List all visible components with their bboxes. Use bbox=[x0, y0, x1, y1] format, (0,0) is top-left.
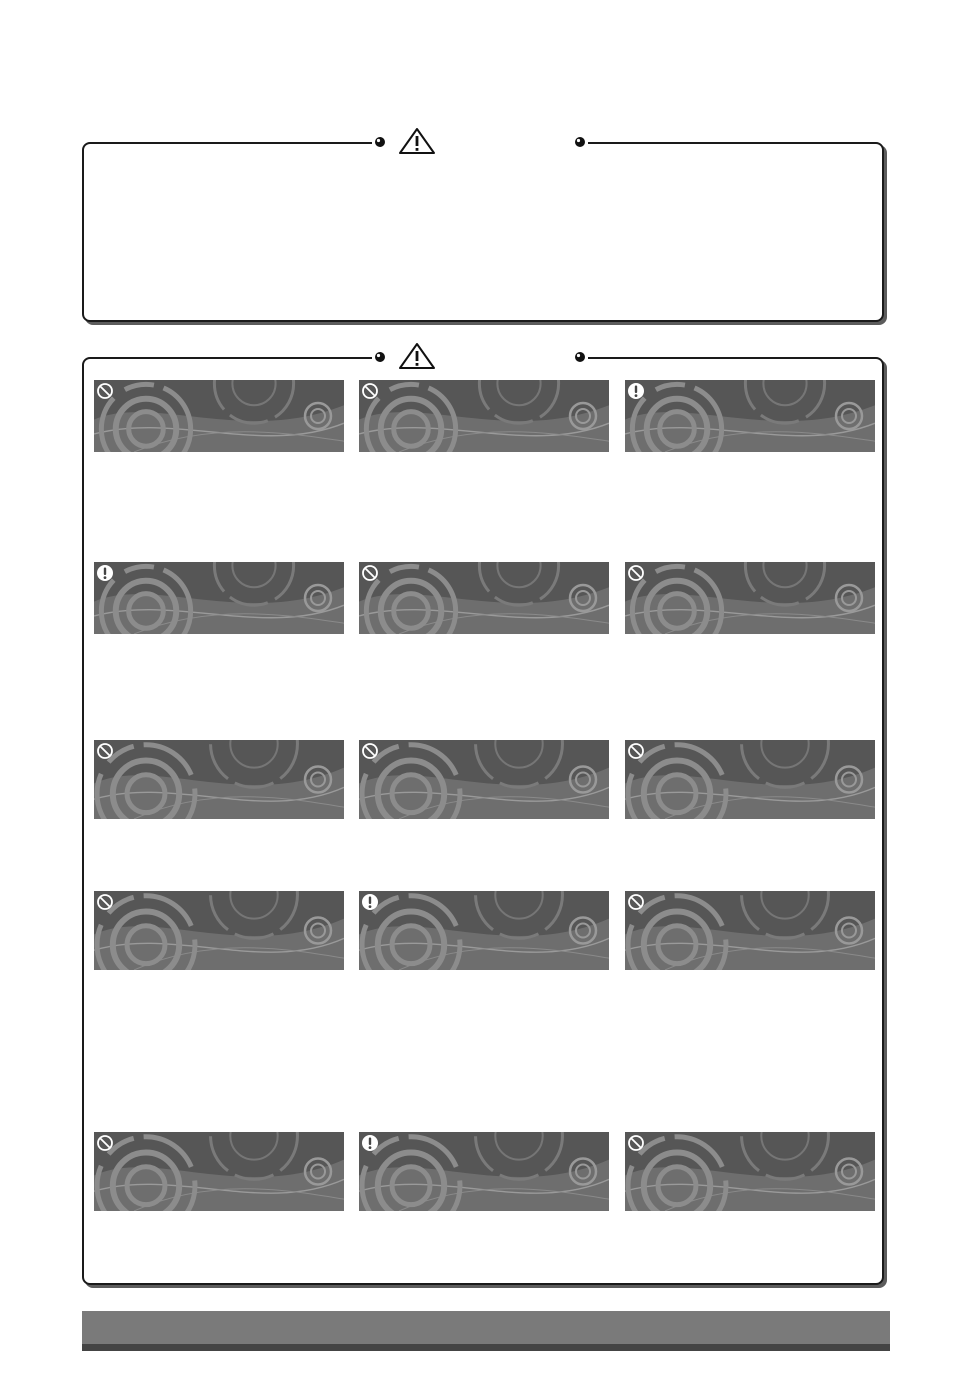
prohibition-icon bbox=[96, 893, 114, 911]
prohibition-icon bbox=[361, 742, 379, 760]
hazard-panel bbox=[94, 562, 344, 634]
hazard-panel bbox=[625, 562, 875, 634]
hazard-panel bbox=[359, 1132, 609, 1211]
hazard-panel bbox=[94, 740, 344, 819]
prohibition-icon bbox=[627, 564, 645, 582]
prohibition-icon bbox=[627, 893, 645, 911]
hazard-panel bbox=[94, 1132, 344, 1211]
footer-bar bbox=[82, 1311, 890, 1351]
hazard-panel bbox=[359, 562, 609, 634]
prohibition-icon bbox=[627, 1134, 645, 1152]
mandatory-action-icon bbox=[627, 382, 645, 400]
prohibition-icon bbox=[627, 742, 645, 760]
hazard-panel bbox=[625, 1132, 875, 1211]
mandatory-action-icon bbox=[96, 564, 114, 582]
caution-box bbox=[82, 142, 884, 322]
warning-triangle-icon bbox=[400, 129, 434, 153]
hazard-panel bbox=[625, 740, 875, 819]
prohibition-icon bbox=[361, 382, 379, 400]
hazard-panel bbox=[94, 380, 344, 452]
prohibition-icon bbox=[96, 742, 114, 760]
hazard-panel bbox=[359, 891, 609, 970]
warning-heading bbox=[372, 342, 588, 372]
hazard-panel bbox=[94, 891, 344, 970]
hazard-panel bbox=[625, 380, 875, 452]
prohibition-icon bbox=[96, 382, 114, 400]
mandatory-action-icon bbox=[361, 1134, 379, 1152]
caution-heading bbox=[372, 127, 588, 157]
mandatory-action-icon bbox=[361, 893, 379, 911]
prohibition-icon bbox=[96, 1134, 114, 1152]
hazard-panel bbox=[359, 740, 609, 819]
hazard-panel bbox=[625, 891, 875, 970]
warning-triangle-icon bbox=[400, 344, 434, 368]
hazard-panel bbox=[359, 380, 609, 452]
prohibition-icon bbox=[361, 564, 379, 582]
